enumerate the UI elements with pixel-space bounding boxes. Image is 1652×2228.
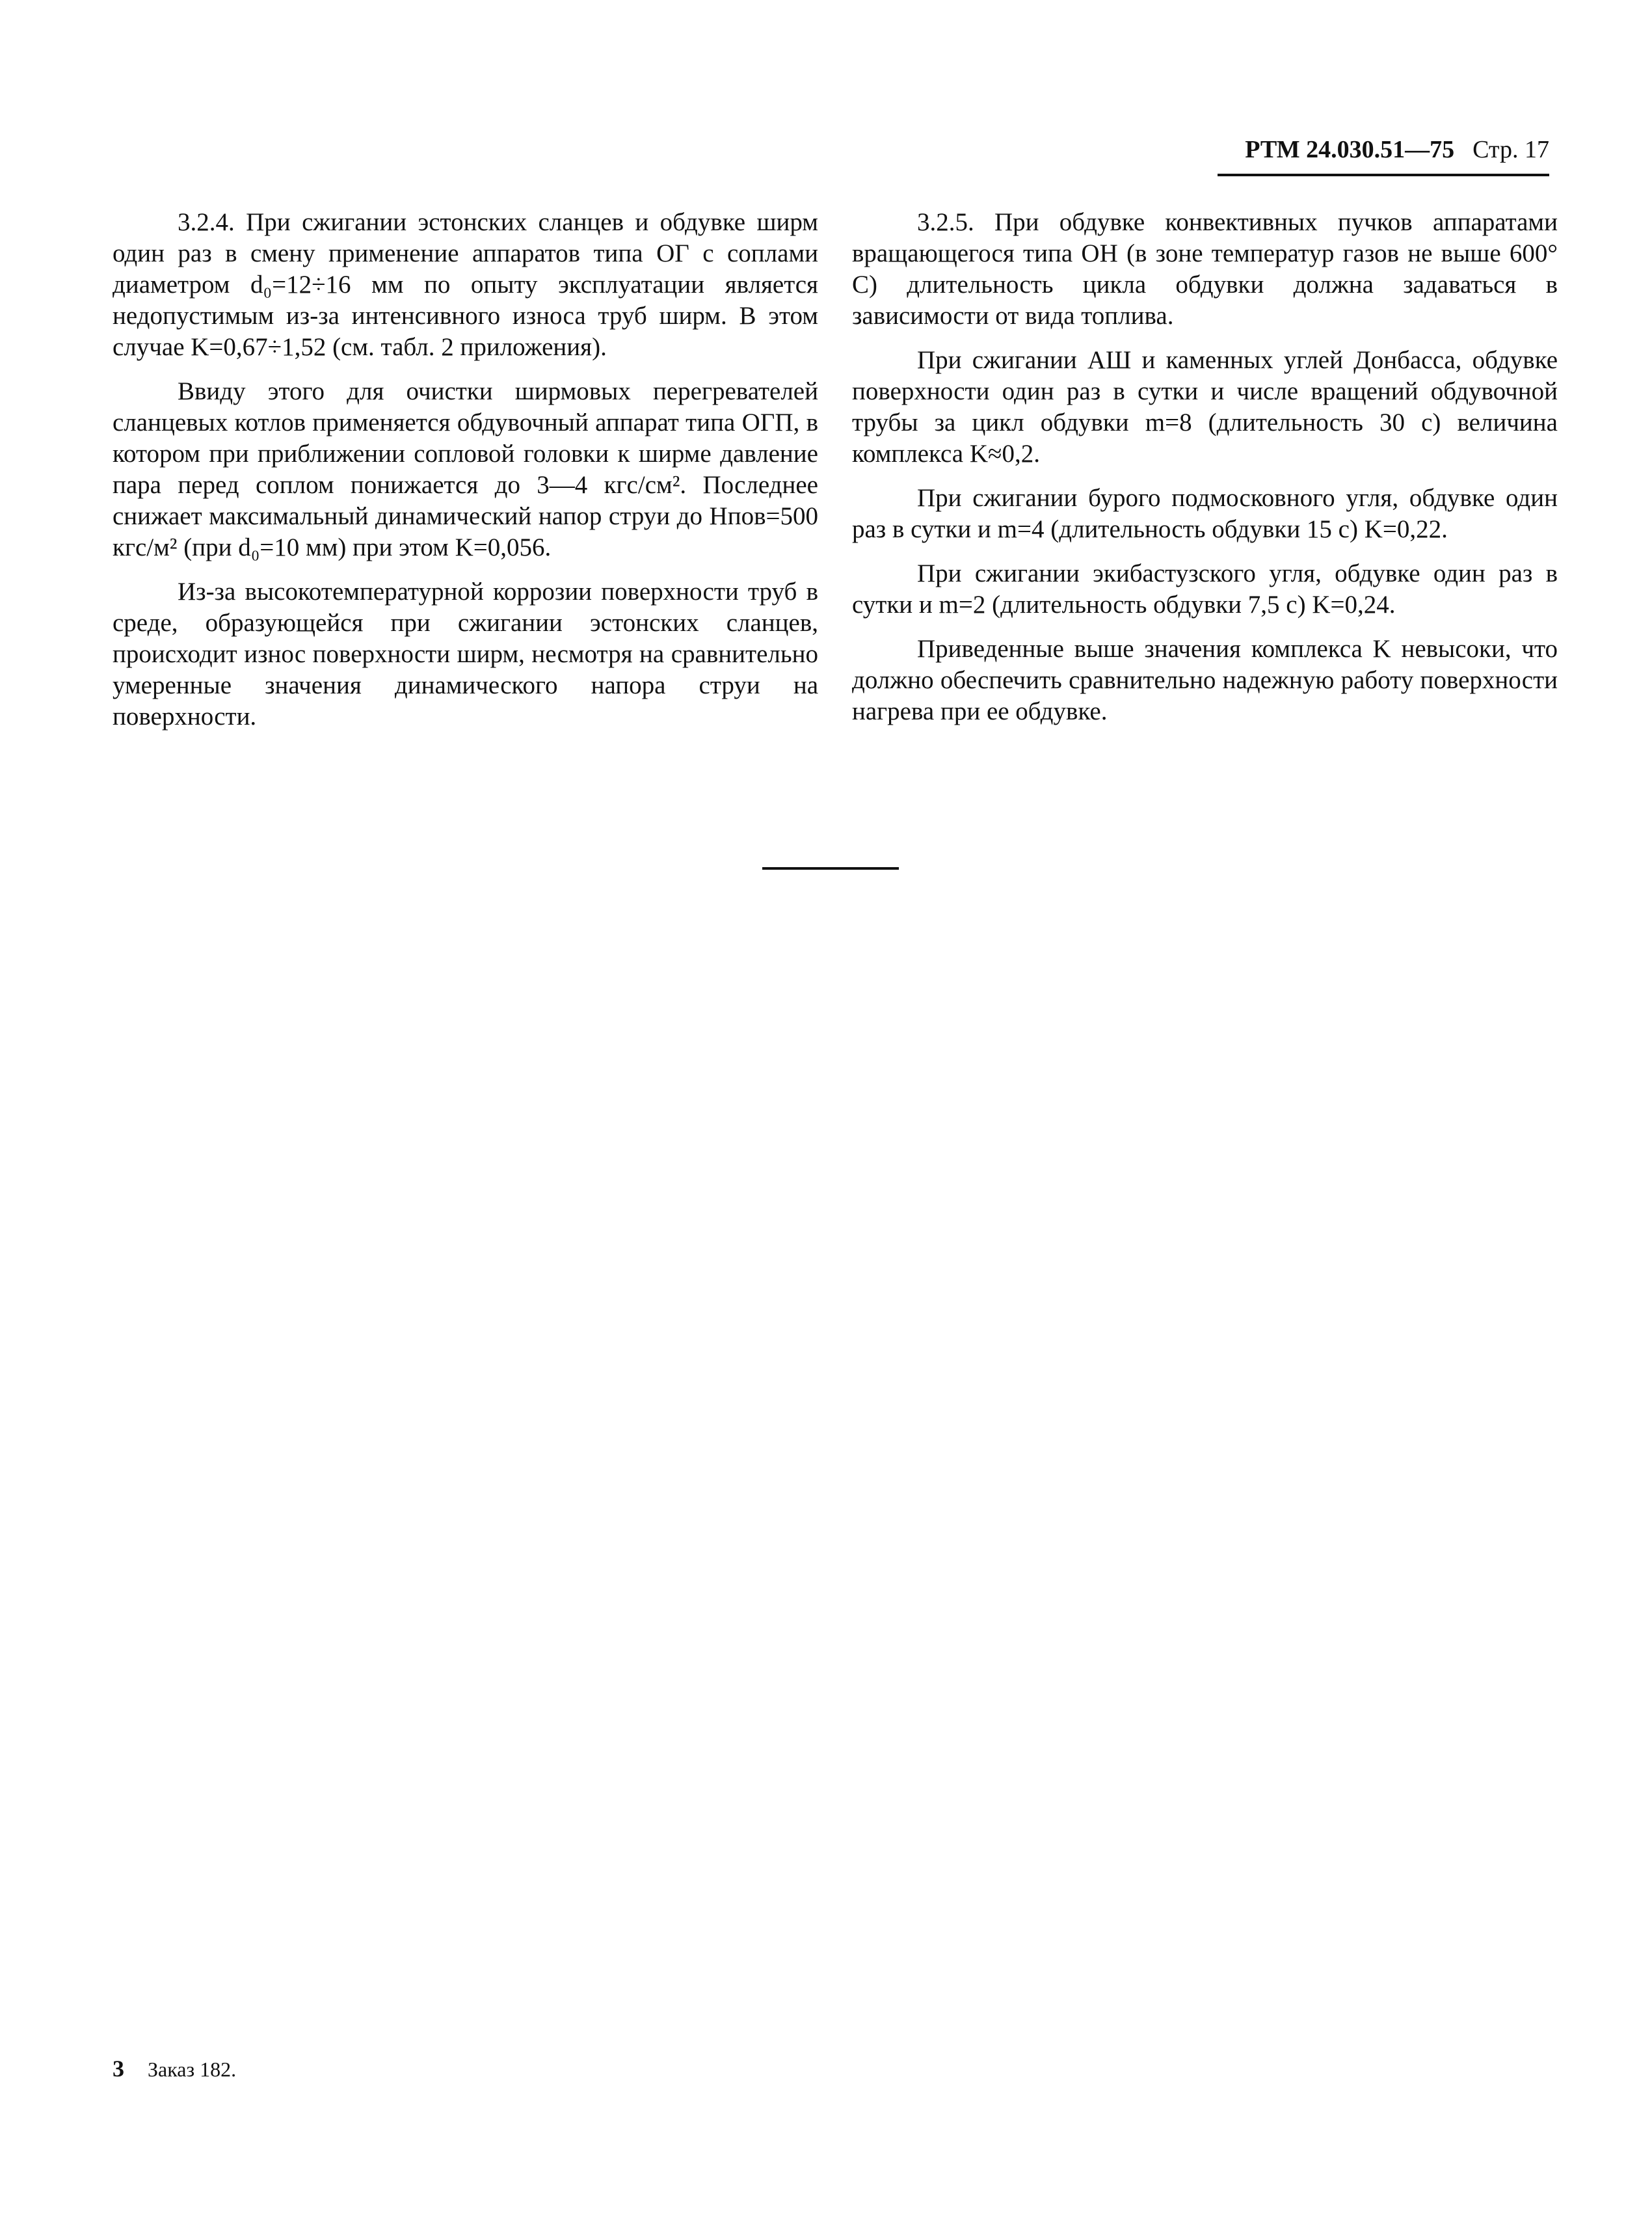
- page-number: Стр. 17: [1472, 136, 1549, 163]
- paragraph-brown-coal: При сжигании бурого подмосковного угля, обдувке один раз в сутки и m=4 (длительность обдувки 15 с) K=0,22.: [852, 484, 1558, 543]
- page-header: [1218, 133, 1549, 176]
- paragraph-3-2-4: 3.2.4. При сжигании эстонских сланцев и обдувке ширм один раз в смену применение аппаратов типа ОГ с соплами диаметром d₀=12÷16 мм по опыту эксплуатации является недопустимым из-за интенсивного износа труб ширм. В этом случае K=0,67÷1,52 (см. табл. 2 приложения).: [113, 208, 818, 361]
- paragraph-ogp-apparatus: Ввиду этого для очистки ширмовых перегревателей сланцевых котлов применяется обдувочный аппарат типа ОГП, в котором при приближении сопловой головки к ширме давление пара перед соплом понижается до 3—4 кгс/см². Последнее снижает максимальный динамический напор струи до Hпов=500 кгс/м² (при d₀=10 мм) при этом K=0,056.: [113, 377, 818, 561]
- paragraph-donbass-coal: При сжигании АШ и каменных углей Донбасса, обдувке поверхности один раз в сутки и числе вращений обдувочной трубы за цикл обдувки m=8 (длительность 30 с) величина комплекса K≈0,2.: [852, 346, 1558, 468]
- right-column: [852, 207, 1558, 740]
- paragraph-conclusion: Приведенные выше значения комплекса K невысоки, что должно обеспечить сравнительно надежную работу поверхности нагрева при ее обдувке.: [852, 635, 1558, 725]
- paragraph-3-2-5: 3.2.5. При обдувке конвективных пучков аппаратами вращающегося типа ОН (в зоне температур газов не выше 600° С) длительность цикла обдувки должна задаваться в зависимости от вида топлива.: [852, 208, 1558, 330]
- left-column: [113, 207, 818, 745]
- paragraph-ekibastuz-coal: При сжигании экибастузского угля, обдувке один раз в сутки и m=2 (длительность обдувки 7,5 с) K=0,24.: [852, 559, 1558, 619]
- section-end-divider: [762, 867, 899, 870]
- document-code: РТМ 24.030.51—75: [1245, 136, 1455, 163]
- paragraph-corrosion: Из-за высокотемпературной коррозии поверхности труб в среде, образующейся при сжигании эстонских сланцев, происходит износ поверхности ширм, несмотря на сравнительно умеренные значения динамического напора струи на поверхности.: [113, 578, 818, 731]
- page-footer: [113, 2056, 236, 2082]
- order-number: Заказ 182.: [148, 2058, 237, 2081]
- sheet-number: 3: [113, 2056, 124, 2082]
